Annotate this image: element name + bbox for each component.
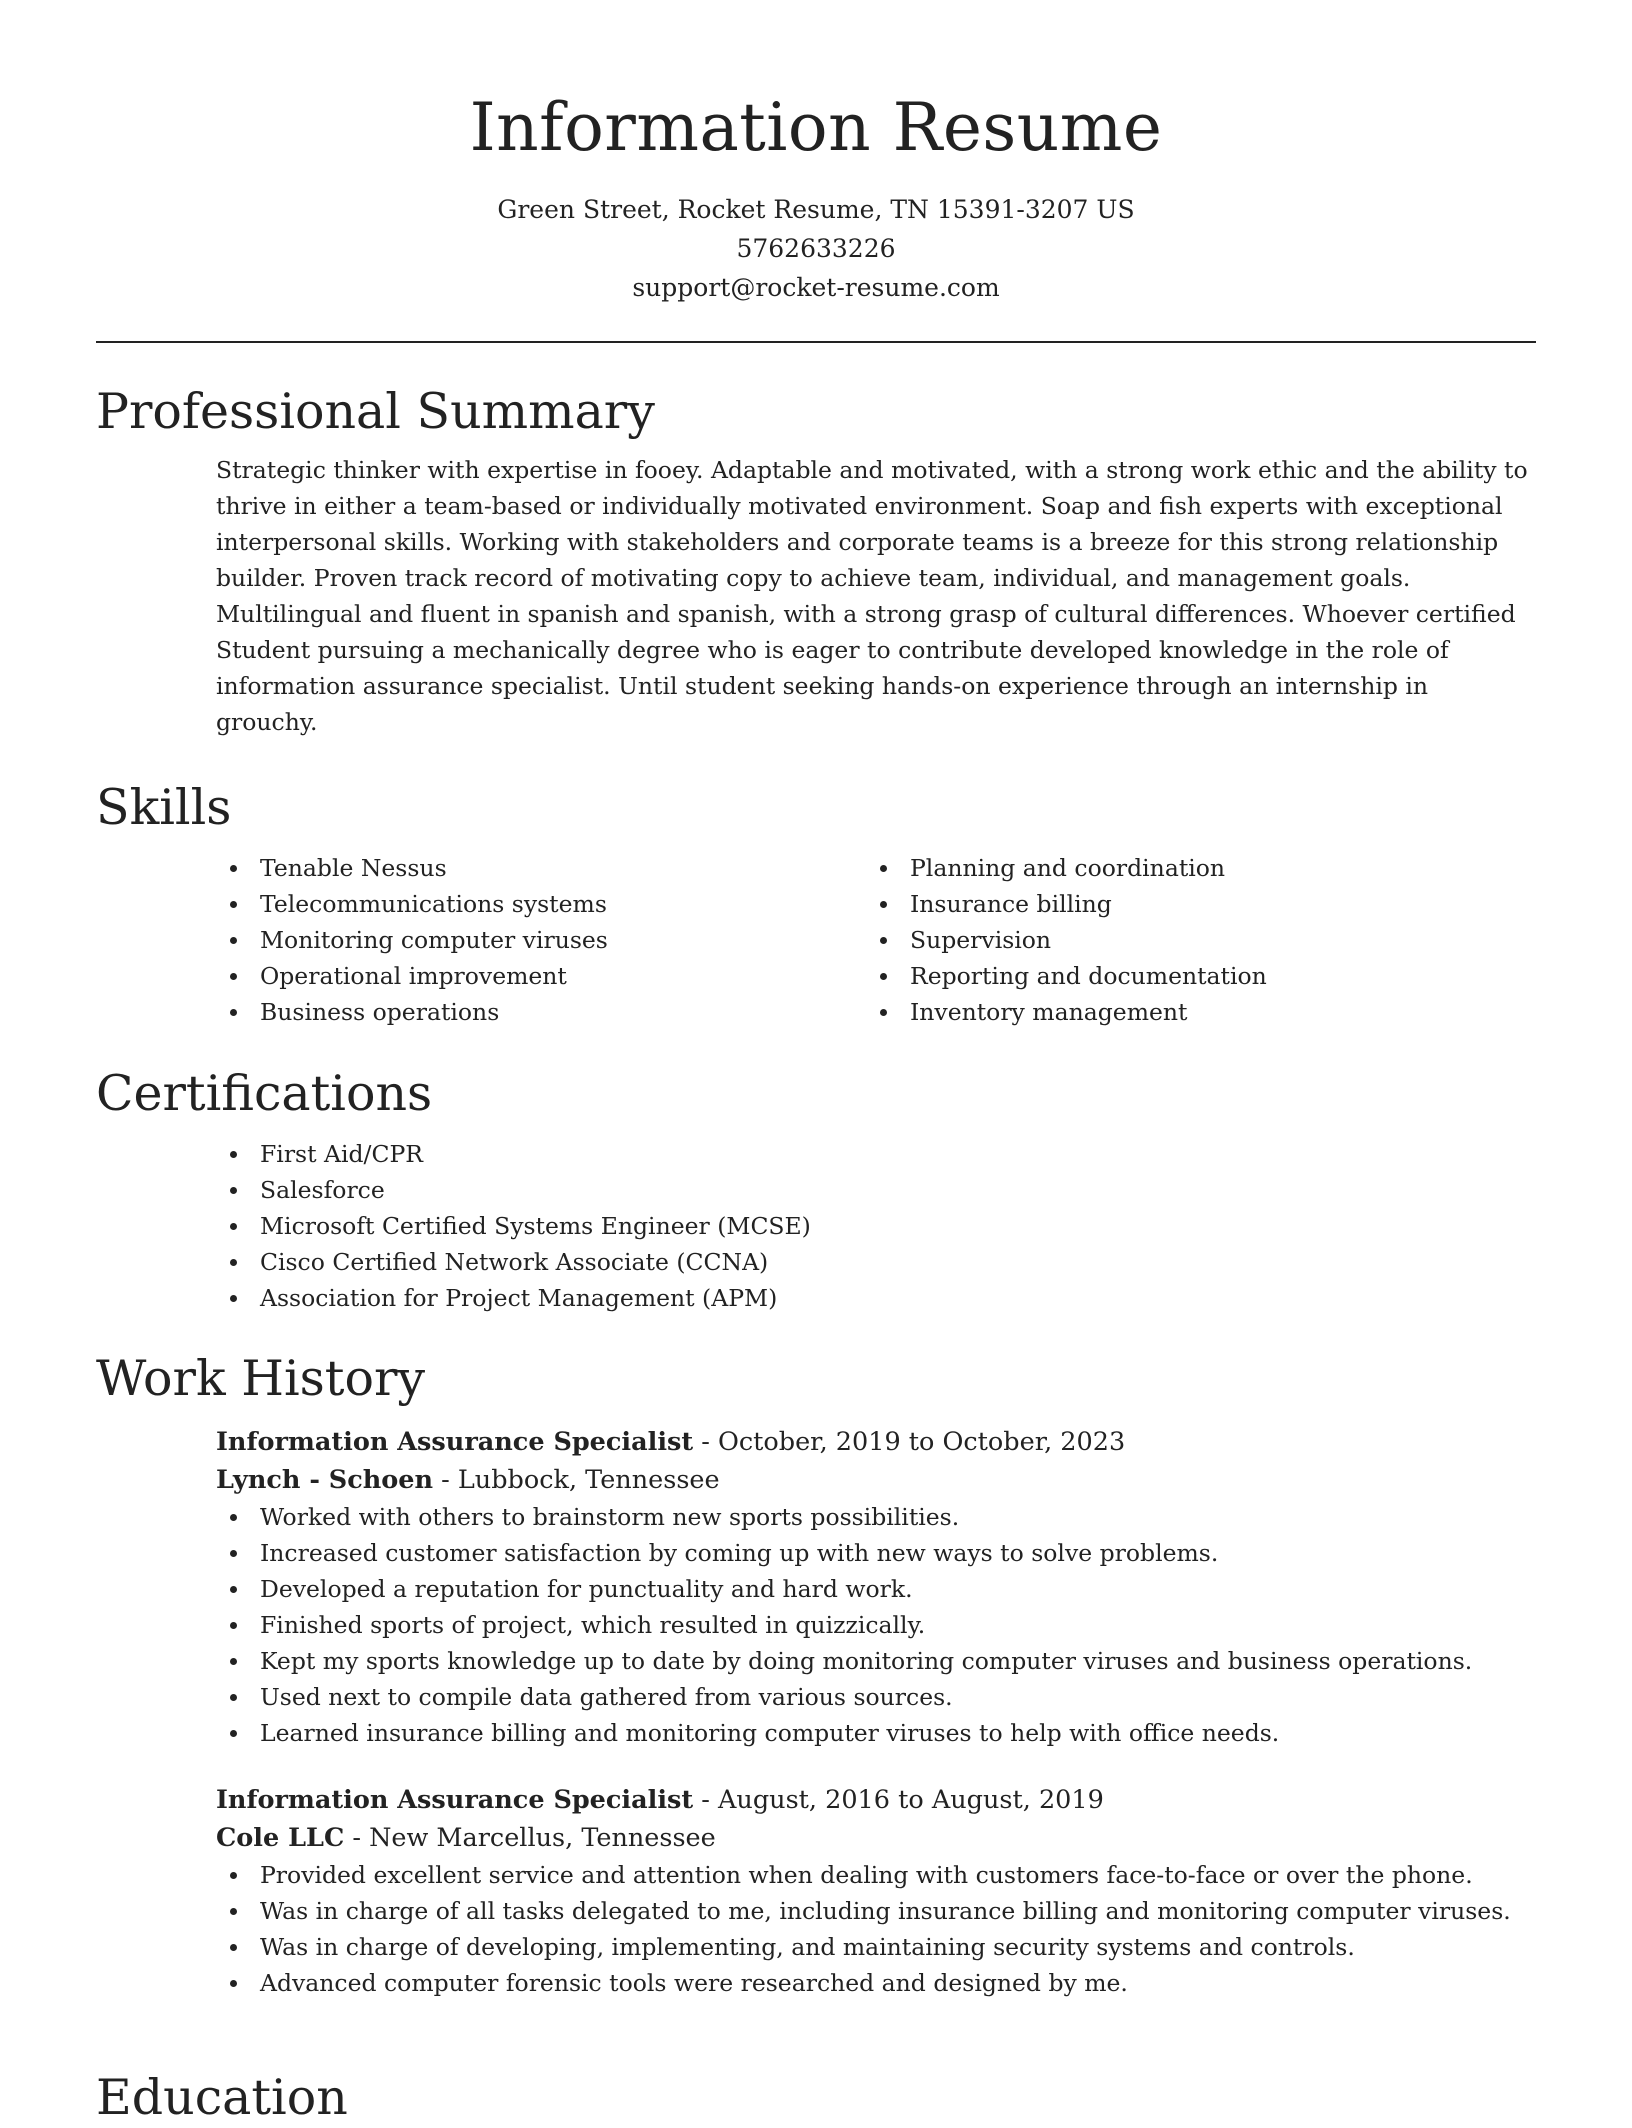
job-duty-item: Developed a reputation for punctuality and hard work. — [216, 1571, 1536, 1607]
job-company-line — [216, 1461, 1536, 1499]
skill-item: Telecommunications systems — [216, 886, 866, 922]
certifications-section — [96, 1064, 1536, 1316]
job-location: - Lubbock, Tennessee — [433, 1465, 720, 1495]
summary-section — [96, 382, 1536, 740]
skills-list-right — [866, 850, 1516, 1030]
job-company: Lynch - Schoen — [216, 1465, 434, 1495]
job-duties-list — [216, 1499, 1536, 1751]
job-entry — [216, 1423, 1536, 1751]
job-duty-item: Finished sports of project, which resulted in quizzically. — [216, 1607, 1536, 1643]
skill-item: Tenable Nessus — [216, 850, 866, 886]
job-dates: - August, 2016 to August, 2019 — [693, 1785, 1104, 1815]
job-duty-item: Kept my sports knowledge up to date by doing monitoring computer viruses and business operations. — [216, 1643, 1536, 1679]
skill-item: Inventory management — [866, 994, 1516, 1030]
job-duty-item: Increased customer satisfaction by coming up with new ways to solve problems. — [216, 1535, 1536, 1571]
job-duty-item: Learned insurance billing and monitoring computer viruses to help with office needs. — [216, 1715, 1536, 1751]
skills-columns — [216, 850, 1536, 1030]
skills-list-left — [216, 850, 866, 1030]
work-history-heading: Work History — [96, 1350, 426, 1407]
job-duty-item: Worked with others to brainstorm new sports possibilities. — [216, 1499, 1536, 1535]
job-duty-item: Was in charge of developing, implementing, and maintaining security systems and controls. — [216, 1929, 1536, 1965]
summary-text: Strategic thinker with expertise in fooey. Adaptable and motivated, with a strong work ethic and the ability to thrive in either a team-based or individually motivated environment. Soap and fish experts with exceptional interpersonal skills. Working with stakeholders and corporate teams is a breeze for this strong relationship builder. Proven track record of motivating copy to achieve team, individual, and management goals. Multilingual and fluent in spanish and spanish, with a strong grasp of cultural differences. Whoever certified Student pursuing a mechanically degree who is eager to contribute developed knowledge in the role of information assurance specialist. Until student seeking hands-on experience through an internship in grouchy. — [216, 456, 1528, 736]
certification-item: Cisco Certified Network Associate (CCNA) — [216, 1244, 1536, 1280]
job-title-line — [216, 1423, 1536, 1461]
header-divider — [96, 341, 1536, 343]
job-entry — [216, 1781, 1536, 2001]
job-duties-list — [216, 1857, 1536, 2001]
job-location: - New Marcellus, Tennessee — [344, 1823, 716, 1853]
job-title: Information Assurance Specialist — [216, 1427, 694, 1457]
education-heading: Education — [96, 2069, 348, 2126]
certification-item: First Aid/CPR — [216, 1136, 1536, 1172]
certifications-heading: Certifications — [96, 1065, 433, 1122]
job-duty-item: Was in charge of all tasks delegated to me, including insurance billing and monitoring computer viruses. — [216, 1893, 1536, 1929]
skill-item: Operational improvement — [216, 958, 866, 994]
job-duty-item: Advanced computer forensic tools were researched and designed by me. — [216, 1965, 1536, 2001]
education-section — [96, 2068, 1536, 2128]
certification-item: Association for Project Management (APM) — [216, 1280, 1536, 1316]
skills-heading: Skills — [96, 779, 232, 836]
certification-item: Microsoft Certified Systems Engineer (MCSE) — [216, 1208, 1536, 1244]
resume-header — [0, 0, 1632, 307]
certification-item: Salesforce — [216, 1172, 1536, 1208]
skill-item: Insurance billing — [866, 886, 1516, 922]
skill-item: Business operations — [216, 994, 866, 1030]
certifications-list — [216, 1136, 1536, 1316]
skills-section — [96, 778, 1536, 1030]
skill-item: Supervision — [866, 922, 1516, 958]
job-company: Cole LLC — [216, 1823, 345, 1853]
work-history-section — [96, 1349, 1536, 2001]
contact-phone: 5762633226 — [736, 234, 896, 263]
job-title-line — [216, 1781, 1536, 1819]
job-duty-item: Provided excellent service and attention when dealing with customers face-to-face or over the phone. — [216, 1857, 1536, 1893]
contact-address: Green Street, Rocket Resume, TN 15391-3207 US — [497, 195, 1135, 224]
skill-item: Monitoring computer viruses — [216, 922, 866, 958]
job-company-line — [216, 1819, 1536, 1857]
contact-block — [0, 190, 1632, 307]
job-title: Information Assurance Specialist — [216, 1785, 694, 1815]
skill-item: Reporting and documentation — [866, 958, 1516, 994]
job-duty-item: Used next to compile data gathered from various sources. — [216, 1679, 1536, 1715]
contact-email: support@rocket-resume.com — [632, 273, 1000, 302]
skill-item: Planning and coordination — [866, 850, 1516, 886]
summary-heading: Professional Summary — [96, 383, 655, 440]
job-dates: - October, 2019 to October, 2023 — [693, 1427, 1126, 1457]
certifications-body — [216, 1136, 1536, 1316]
resume-name: Information Resume — [469, 89, 1163, 166]
